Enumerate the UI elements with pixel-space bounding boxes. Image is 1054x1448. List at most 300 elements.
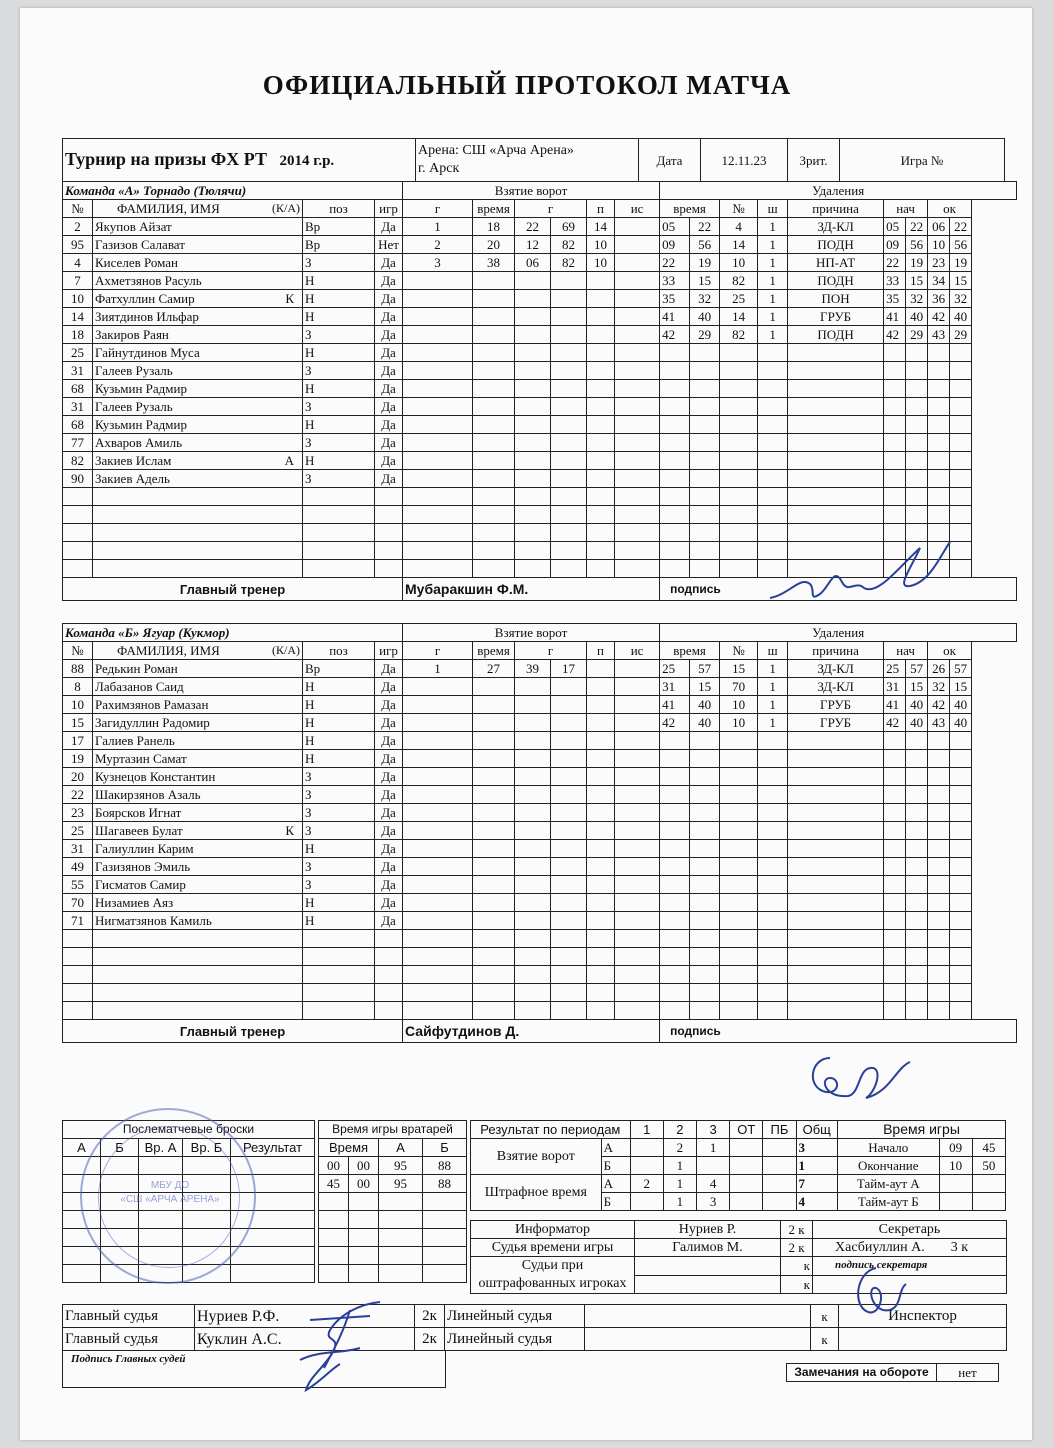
player-row bbox=[63, 732, 1017, 750]
shootout-col: Вр. А bbox=[139, 1139, 183, 1157]
player-number: 70 bbox=[63, 894, 93, 912]
goals-b-p3 bbox=[697, 1157, 730, 1175]
main-referee-2-category: 2к bbox=[415, 1328, 445, 1351]
secretary-category: 3 к bbox=[950, 1240, 969, 1255]
player-role: А bbox=[284, 453, 294, 468]
player-number: 95 bbox=[63, 236, 93, 254]
penalty-reason: ГРУБ bbox=[788, 696, 884, 714]
penalty-end-min: 34 bbox=[928, 272, 950, 290]
goals-a-p1 bbox=[630, 1139, 663, 1157]
col-goal: г bbox=[403, 200, 473, 218]
col-is: ис bbox=[615, 642, 660, 660]
player-name: Загидуллин Радомир bbox=[95, 715, 210, 730]
penalty-start-min: 09 bbox=[884, 236, 906, 254]
player-name: Кузьмин Радмир bbox=[95, 417, 187, 432]
player-row bbox=[63, 912, 1017, 930]
player-name: Закиев Ислам bbox=[95, 453, 172, 468]
penalty-second: 40 bbox=[690, 696, 720, 714]
player-number: 31 bbox=[63, 398, 93, 416]
player-played: Да bbox=[375, 894, 403, 912]
col-assist1: г bbox=[515, 642, 587, 660]
player-row bbox=[63, 894, 1017, 912]
player-row bbox=[63, 984, 1017, 1002]
player-row bbox=[63, 948, 1017, 966]
player-name: Галеев Рузаль bbox=[95, 399, 173, 414]
player-position: З bbox=[303, 254, 375, 272]
date-label: Дата bbox=[639, 139, 701, 182]
player-played: Да bbox=[375, 218, 403, 236]
match-date: 12.11.23 bbox=[701, 139, 788, 182]
goal-minute: 18 bbox=[473, 218, 515, 236]
period-col-total: Общ bbox=[796, 1121, 837, 1139]
penalty-end-min: 23 bbox=[928, 254, 950, 272]
main-referee-1: Нуриев Р.Ф. bbox=[195, 1305, 415, 1328]
player-number: 7 bbox=[63, 272, 93, 290]
informer-label: Информатор bbox=[471, 1221, 635, 1239]
player-position: Н bbox=[303, 894, 375, 912]
player-position: Н bbox=[303, 714, 375, 732]
secretary-sign-label: подпись секретаря bbox=[813, 1257, 1007, 1276]
pen-a-p2: 1 bbox=[663, 1175, 696, 1193]
penalty-reason: ГРУБ bbox=[788, 714, 884, 732]
player-row bbox=[63, 714, 1017, 732]
player-row bbox=[63, 290, 1017, 308]
main-referee-2: Куклин А.С. bbox=[195, 1328, 415, 1351]
penalty-second: 15 bbox=[690, 272, 720, 290]
penalty-start-sec: 56 bbox=[906, 236, 928, 254]
player-played: Да bbox=[375, 254, 403, 272]
player-row bbox=[63, 858, 1017, 876]
player-row bbox=[63, 416, 1017, 434]
col-pen-sh: ш bbox=[758, 200, 788, 218]
player-row bbox=[63, 822, 1017, 840]
player-played: Да bbox=[375, 470, 403, 488]
inspector-label: Инспектор bbox=[839, 1305, 1007, 1328]
player-name: Боярсков Игнат bbox=[95, 805, 182, 820]
player-played: Да bbox=[375, 840, 403, 858]
gk-col-a: А bbox=[379, 1139, 423, 1157]
gk-b: 88 bbox=[423, 1175, 467, 1193]
player-played: Нет bbox=[375, 236, 403, 254]
goal-assist2: 14 bbox=[587, 218, 615, 236]
penalty-reason: ЗД-КЛ bbox=[788, 678, 884, 696]
player-number: 19 bbox=[63, 750, 93, 768]
player-position: Вр bbox=[303, 236, 375, 254]
officials-table bbox=[470, 1220, 1007, 1294]
line-referee-label: Линейный судья bbox=[445, 1328, 585, 1351]
player-name: Лабазанов Саид bbox=[95, 679, 184, 694]
goal-number: 3 bbox=[403, 254, 473, 272]
penalty-start-sec: 15 bbox=[906, 678, 928, 696]
goals-b-p2: 1 bbox=[663, 1157, 696, 1175]
informer-category: 2 к bbox=[781, 1221, 813, 1239]
main-referee-label: Главный судья bbox=[63, 1328, 195, 1351]
penalty-reason: ЗД-КЛ bbox=[788, 218, 884, 236]
goal-assist1: 82 bbox=[551, 254, 587, 272]
player-row bbox=[63, 380, 1017, 398]
penalty-start-min: 41 bbox=[884, 308, 906, 326]
col-name: ФАМИЛИЯ, ИМЯ bbox=[117, 643, 220, 658]
period-col: 1 bbox=[630, 1121, 663, 1139]
penalty-second: 22 bbox=[690, 218, 720, 236]
player-number: 4 bbox=[63, 254, 93, 272]
penalty-reason: ПОДН bbox=[788, 272, 884, 290]
shootout-table bbox=[62, 1120, 315, 1283]
col-position: поз bbox=[303, 200, 375, 218]
game-number-label: Игра № bbox=[840, 139, 1005, 182]
penalty-minute: 09 bbox=[660, 236, 690, 254]
player-name: Ахваров Амиль bbox=[95, 435, 183, 450]
player-name: Газизов Салават bbox=[95, 237, 185, 252]
player-position: З bbox=[303, 768, 375, 786]
penalty-end-sec: 40 bbox=[950, 696, 972, 714]
goals-a-total: 3 bbox=[796, 1139, 837, 1157]
player-number: 31 bbox=[63, 840, 93, 858]
player-number: 14 bbox=[63, 308, 93, 326]
goal-minute: 27 bbox=[473, 660, 515, 678]
player-played: Да bbox=[375, 344, 403, 362]
goal-is bbox=[615, 236, 660, 254]
col-pen-time: время bbox=[660, 200, 720, 218]
timekeeper-category: 2 к bbox=[781, 1239, 813, 1257]
player-played: Да bbox=[375, 822, 403, 840]
end-minute: 50 bbox=[972, 1157, 1005, 1175]
category-k: к bbox=[781, 1275, 813, 1294]
penalty-end-min: 42 bbox=[928, 308, 950, 326]
informer-name: Нуриев Р. bbox=[635, 1221, 781, 1239]
penalties-section-title: Удаления bbox=[660, 182, 1017, 200]
pen-b-p3: 3 bbox=[697, 1193, 730, 1211]
shootout-col: Результат bbox=[231, 1139, 315, 1157]
penalty-end-min: 26 bbox=[928, 660, 950, 678]
player-row bbox=[63, 786, 1017, 804]
player-played: Да bbox=[375, 732, 403, 750]
penalty-start-sec: 22 bbox=[906, 218, 928, 236]
player-row bbox=[63, 840, 1017, 858]
penalty-second: 40 bbox=[690, 308, 720, 326]
player-name: Кузнецов Константин bbox=[95, 769, 216, 784]
end-hour: 10 bbox=[939, 1157, 972, 1175]
col-played: игр bbox=[375, 642, 403, 660]
gk-time-min: 45 bbox=[319, 1175, 349, 1193]
goal-assist1: 69 bbox=[551, 218, 587, 236]
player-row bbox=[63, 768, 1017, 786]
penalty-minutes: 1 bbox=[758, 326, 788, 344]
penalty-second: 29 bbox=[690, 326, 720, 344]
player-played: Да bbox=[375, 398, 403, 416]
gk-a: 95 bbox=[379, 1157, 423, 1175]
pen-b-p1 bbox=[630, 1193, 663, 1211]
player-number: 25 bbox=[63, 822, 93, 840]
player-played: Да bbox=[375, 696, 403, 714]
main-referee-1-category: 2к bbox=[415, 1305, 445, 1328]
secretary-name: Хасбиуллин А. bbox=[835, 1240, 925, 1255]
player-number: 25 bbox=[63, 344, 93, 362]
period-col: 2 bbox=[663, 1121, 696, 1139]
col-assist1: г bbox=[515, 200, 587, 218]
team-b-table bbox=[62, 623, 1017, 1043]
player-number: 71 bbox=[63, 912, 93, 930]
player-number: 55 bbox=[63, 876, 93, 894]
penalty-minutes: 1 bbox=[758, 678, 788, 696]
player-position: Н bbox=[303, 290, 375, 308]
col-pen-reason: причина bbox=[788, 200, 884, 218]
player-name: Низамиев Аяз bbox=[95, 895, 174, 910]
col-number: № bbox=[63, 200, 93, 218]
penalty-end-sec: 15 bbox=[950, 272, 972, 290]
goals-b-p1 bbox=[630, 1157, 663, 1175]
player-row bbox=[63, 542, 1017, 560]
penalty-minutes: 1 bbox=[758, 696, 788, 714]
player-number: 49 bbox=[63, 858, 93, 876]
pen-b-p2: 1 bbox=[663, 1193, 696, 1211]
penalty-reason: НП-АТ bbox=[788, 254, 884, 272]
player-number: 68 bbox=[63, 416, 93, 434]
penalty-minute: 41 bbox=[660, 308, 690, 326]
goal-assist1: 17 bbox=[551, 660, 587, 678]
team-b-letter: Б bbox=[601, 1157, 630, 1175]
player-name: Шакирзянов Азаль bbox=[95, 787, 201, 802]
col-is: ис bbox=[615, 200, 660, 218]
player-row bbox=[63, 804, 1017, 822]
penalty-start-sec: 29 bbox=[906, 326, 928, 344]
player-played: Да bbox=[375, 804, 403, 822]
col-pen-end: ок bbox=[928, 200, 972, 218]
penalty-player: 4 bbox=[720, 218, 758, 236]
player-position: Н bbox=[303, 416, 375, 434]
player-number: 20 bbox=[63, 768, 93, 786]
player-played: Да bbox=[375, 768, 403, 786]
col-pen-num: № bbox=[720, 642, 758, 660]
player-number: 23 bbox=[63, 804, 93, 822]
penalty-minute: 42 bbox=[660, 326, 690, 344]
penalty-second: 19 bbox=[690, 254, 720, 272]
penalty-reason: ПОН bbox=[788, 290, 884, 308]
goal-is bbox=[615, 254, 660, 272]
period-col: ОТ bbox=[730, 1121, 763, 1139]
player-row bbox=[63, 1002, 1017, 1020]
penalty-minutes: 1 bbox=[758, 236, 788, 254]
goal-second: 12 bbox=[515, 236, 551, 254]
player-position: З bbox=[303, 804, 375, 822]
player-row bbox=[63, 966, 1017, 984]
penalty-player: 82 bbox=[720, 326, 758, 344]
penalty-minute: 42 bbox=[660, 714, 690, 732]
player-position: Н bbox=[303, 452, 375, 470]
penalty-start-min: 33 bbox=[884, 272, 906, 290]
col-pen-sh: ш bbox=[758, 642, 788, 660]
player-position: З bbox=[303, 398, 375, 416]
gk-a: 95 bbox=[379, 1175, 423, 1193]
col-goal-time: время bbox=[473, 200, 515, 218]
player-number: 90 bbox=[63, 470, 93, 488]
goal-number: 1 bbox=[403, 660, 473, 678]
player-row bbox=[63, 344, 1017, 362]
penalty-end-sec: 19 bbox=[950, 254, 972, 272]
goals-a-p2: 2 bbox=[663, 1139, 696, 1157]
player-name: Редькин Роман bbox=[95, 661, 178, 676]
penalty-start-min: 35 bbox=[884, 290, 906, 308]
player-row bbox=[63, 326, 1017, 344]
player-position: Н bbox=[303, 380, 375, 398]
player-played: Да bbox=[375, 678, 403, 696]
category-k: к bbox=[781, 1257, 813, 1276]
goals-a-p3: 1 bbox=[697, 1139, 730, 1157]
player-row bbox=[63, 254, 1017, 272]
penalty-time-label: Штрафное время bbox=[471, 1175, 602, 1211]
player-name: Фатхуллин Самир bbox=[95, 291, 195, 306]
pen-b-total: 4 bbox=[796, 1193, 837, 1211]
arena-city: г. Арск bbox=[418, 161, 460, 176]
player-role: К bbox=[285, 823, 294, 838]
penalty-minute: 33 bbox=[660, 272, 690, 290]
player-name: Газизянов Эмиль bbox=[95, 859, 191, 874]
periods-title: Результат по периодам bbox=[471, 1121, 631, 1139]
penalty-second: 40 bbox=[690, 714, 720, 732]
team-b-letter: Б bbox=[601, 1193, 630, 1211]
penalty-end-min: 43 bbox=[928, 326, 950, 344]
start-hour: 09 bbox=[939, 1139, 972, 1157]
gk-col-b: Б bbox=[423, 1139, 467, 1157]
penalty-minutes: 1 bbox=[758, 218, 788, 236]
penalty-start-min: 05 bbox=[884, 218, 906, 236]
penalty-reason: ПОДН bbox=[788, 236, 884, 254]
remarks-table bbox=[786, 1363, 999, 1382]
player-played: Да bbox=[375, 912, 403, 930]
team-title: Команда «Б» Ягуар (Кукмор) bbox=[63, 624, 403, 642]
player-name: Гайнутдинов Муса bbox=[95, 345, 200, 360]
timekeeper-name: Галимов М. bbox=[635, 1239, 781, 1257]
gk-time-min: 00 bbox=[319, 1157, 349, 1175]
player-position: Н bbox=[303, 732, 375, 750]
player-row bbox=[63, 524, 1017, 542]
player-played: Да bbox=[375, 290, 403, 308]
gk-time-sec: 00 bbox=[349, 1157, 379, 1175]
player-name: Закиев Адель bbox=[95, 471, 170, 486]
stamp-text: МБУ ДО bbox=[150, 1180, 190, 1191]
player-played: Да bbox=[375, 660, 403, 678]
col-pen-end: ок bbox=[928, 642, 972, 660]
penalty-end-min: 43 bbox=[928, 714, 950, 732]
player-name: Галиуллин Карим bbox=[95, 841, 194, 856]
penalty-second: 15 bbox=[690, 678, 720, 696]
penalty-end-min: 10 bbox=[928, 236, 950, 254]
penalty-second: 32 bbox=[690, 290, 720, 308]
penalty-start-min: 42 bbox=[884, 714, 906, 732]
penalty-judges-label: Судьи при bbox=[521, 1258, 584, 1273]
penalty-player: 15 bbox=[720, 660, 758, 678]
player-position: Н bbox=[303, 272, 375, 290]
col-pen-time: время bbox=[660, 642, 720, 660]
player-played: Да bbox=[375, 452, 403, 470]
team-a-letter: А bbox=[601, 1139, 630, 1157]
player-name: Зиятдинов Ильфар bbox=[95, 309, 199, 324]
penalty-start-sec: 57 bbox=[906, 660, 928, 678]
penalty-minute: 41 bbox=[660, 696, 690, 714]
goal-second: 22 bbox=[515, 218, 551, 236]
game-time-title: Время игры bbox=[837, 1121, 1005, 1139]
player-played: Да bbox=[375, 308, 403, 326]
coach-sign-label: подпись bbox=[660, 578, 1017, 601]
player-played: Да bbox=[375, 416, 403, 434]
penalty-second: 57 bbox=[690, 660, 720, 678]
col-assist2: п bbox=[587, 200, 615, 218]
player-played: Да bbox=[375, 876, 403, 894]
col-number: № bbox=[63, 642, 93, 660]
player-position: З bbox=[303, 876, 375, 894]
penalty-judges-label: оштрафованных игроках bbox=[478, 1276, 627, 1291]
penalty-start-min: 25 bbox=[884, 660, 906, 678]
penalty-player: 14 bbox=[720, 236, 758, 254]
referee-sign-note: Подпись Главных судей bbox=[71, 1353, 186, 1365]
period-col: ПБ bbox=[763, 1121, 796, 1139]
player-position: Н bbox=[303, 696, 375, 714]
player-number: 22 bbox=[63, 786, 93, 804]
player-name: Галеев Рузаль bbox=[95, 363, 173, 378]
player-position: З bbox=[303, 470, 375, 488]
player-played: Да bbox=[375, 786, 403, 804]
coach-label: Главный тренер bbox=[179, 1023, 286, 1039]
pen-a-total: 7 bbox=[796, 1175, 837, 1193]
penalty-end-sec: 22 bbox=[950, 218, 972, 236]
col-assist2: п bbox=[587, 642, 615, 660]
player-position: Вр bbox=[303, 660, 375, 678]
player-position: З bbox=[303, 434, 375, 452]
goals-section-title: Взятие ворот bbox=[403, 182, 660, 200]
penalty-end-sec: 40 bbox=[950, 308, 972, 326]
penalty-end-sec: 56 bbox=[950, 236, 972, 254]
player-row bbox=[63, 488, 1017, 506]
shootout-title: Послематчевые броски bbox=[63, 1121, 315, 1139]
start-minute: 45 bbox=[972, 1139, 1005, 1157]
timekeeper-label: Судья времени игры bbox=[471, 1239, 635, 1257]
goal-assist2: 10 bbox=[587, 254, 615, 272]
penalty-player: 10 bbox=[720, 714, 758, 732]
penalty-minutes: 1 bbox=[758, 660, 788, 678]
shootout-col: Б bbox=[101, 1139, 139, 1157]
shootout-col: А bbox=[63, 1139, 101, 1157]
player-played: Да bbox=[375, 714, 403, 732]
arena-name: Арена: СШ «Арча Арена» bbox=[418, 143, 574, 158]
player-position: З bbox=[303, 822, 375, 840]
main-referee-label: Главный судья bbox=[63, 1305, 195, 1328]
player-position: Н bbox=[303, 750, 375, 768]
penalty-start-min: 41 bbox=[884, 696, 906, 714]
player-row bbox=[63, 506, 1017, 524]
penalty-start-min: 31 bbox=[884, 678, 906, 696]
end-label: Окончание bbox=[837, 1157, 939, 1175]
col-ka: (К/А) bbox=[272, 643, 300, 657]
player-row bbox=[63, 678, 1017, 696]
player-name: Муртазин Самат bbox=[95, 751, 187, 766]
penalty-end-min: 06 bbox=[928, 218, 950, 236]
goal-assist2: 10 bbox=[587, 236, 615, 254]
penalty-start-min: 42 bbox=[884, 326, 906, 344]
penalty-end-sec: 15 bbox=[950, 678, 972, 696]
player-row bbox=[63, 930, 1017, 948]
line-referee-label: Линейный судья bbox=[445, 1305, 585, 1328]
coach-sign-label: подпись bbox=[660, 1020, 1017, 1043]
penalty-minutes: 1 bbox=[758, 254, 788, 272]
penalty-minutes: 1 bbox=[758, 714, 788, 732]
gk-col-time: Время bbox=[319, 1139, 379, 1157]
player-position: Н bbox=[303, 840, 375, 858]
player-number: 77 bbox=[63, 434, 93, 452]
penalties-section-title: Удаления bbox=[660, 624, 1017, 642]
goal-is bbox=[615, 218, 660, 236]
penalty-reason: ГРУБ bbox=[788, 308, 884, 326]
player-number: 31 bbox=[63, 362, 93, 380]
